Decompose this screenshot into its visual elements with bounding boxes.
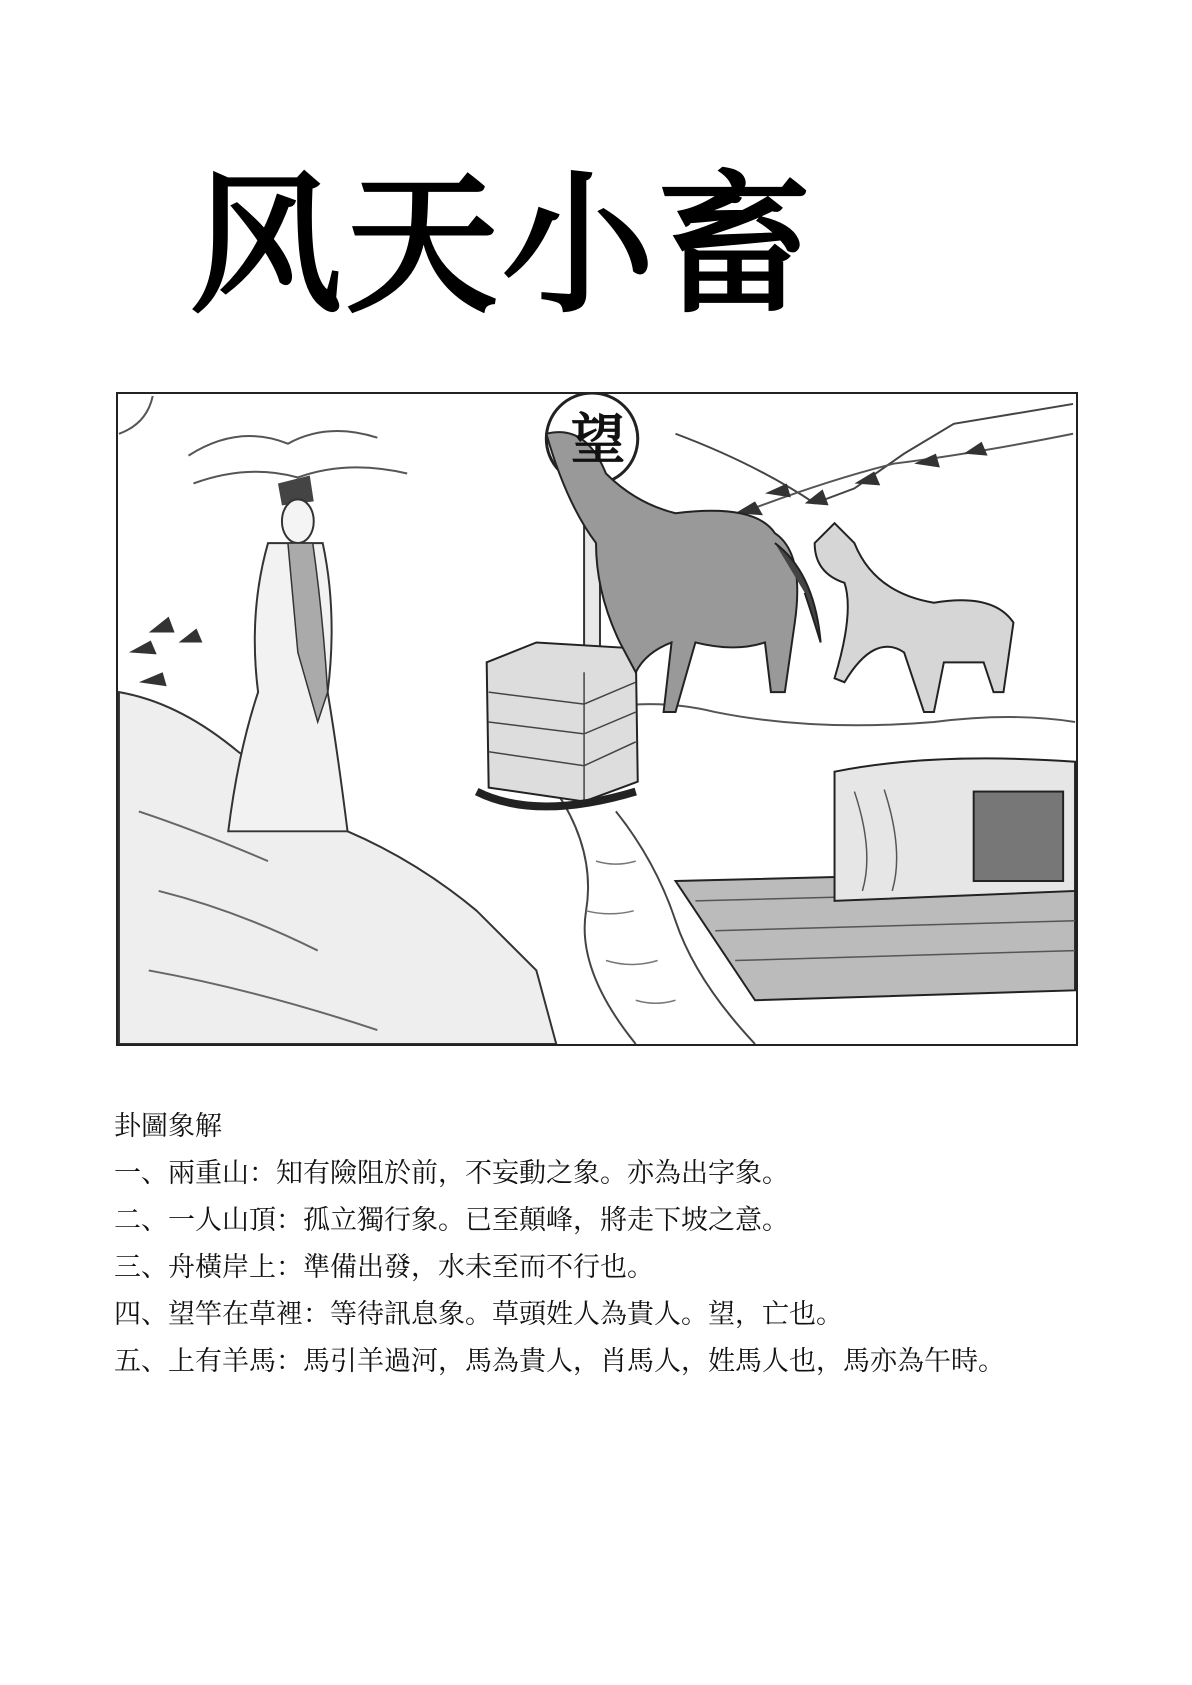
- illustration-scene: [118, 394, 1076, 1044]
- hexagram-legend: [114, 1110, 1005, 1392]
- legend-line-3: 三、舟橫岸上：準備出發，水未至而不行也。: [114, 1252, 654, 1283]
- legend-line-4: 四、望竿在草裡：等待訊息象。草頭姓人為貴人。望，亡也。: [114, 1299, 843, 1330]
- legend-line-2: 二、一人山頂：孤立獨行象。已至顛峰，將走下坡之意。: [114, 1205, 789, 1236]
- river-ripples: [586, 861, 675, 1003]
- signpost-character: 望: [571, 408, 625, 471]
- goat-figure: [815, 523, 1014, 712]
- scholar-figure: [228, 475, 347, 831]
- legend-line-5: 五、上有羊馬：馬引羊過河，馬為貴人，肖馬人，姓馬人也，馬亦為午時。: [114, 1346, 1005, 1377]
- cloud-shape: [189, 431, 408, 483]
- hexagram-illustration: [116, 392, 1078, 1046]
- page-title: 风天小畜: [190, 157, 814, 334]
- legend-line-1: 一、兩重山：知有險阻於前，不妄動之象。亦為出字象。: [114, 1158, 789, 1189]
- sun-shape: [119, 396, 153, 434]
- mountain-ridge: [715, 434, 1073, 523]
- distant-mountain: [676, 404, 1074, 503]
- brick-pedestal: [477, 642, 638, 806]
- boat-figure: [676, 758, 1076, 1000]
- legend-heading: 卦圖象解: [114, 1111, 222, 1142]
